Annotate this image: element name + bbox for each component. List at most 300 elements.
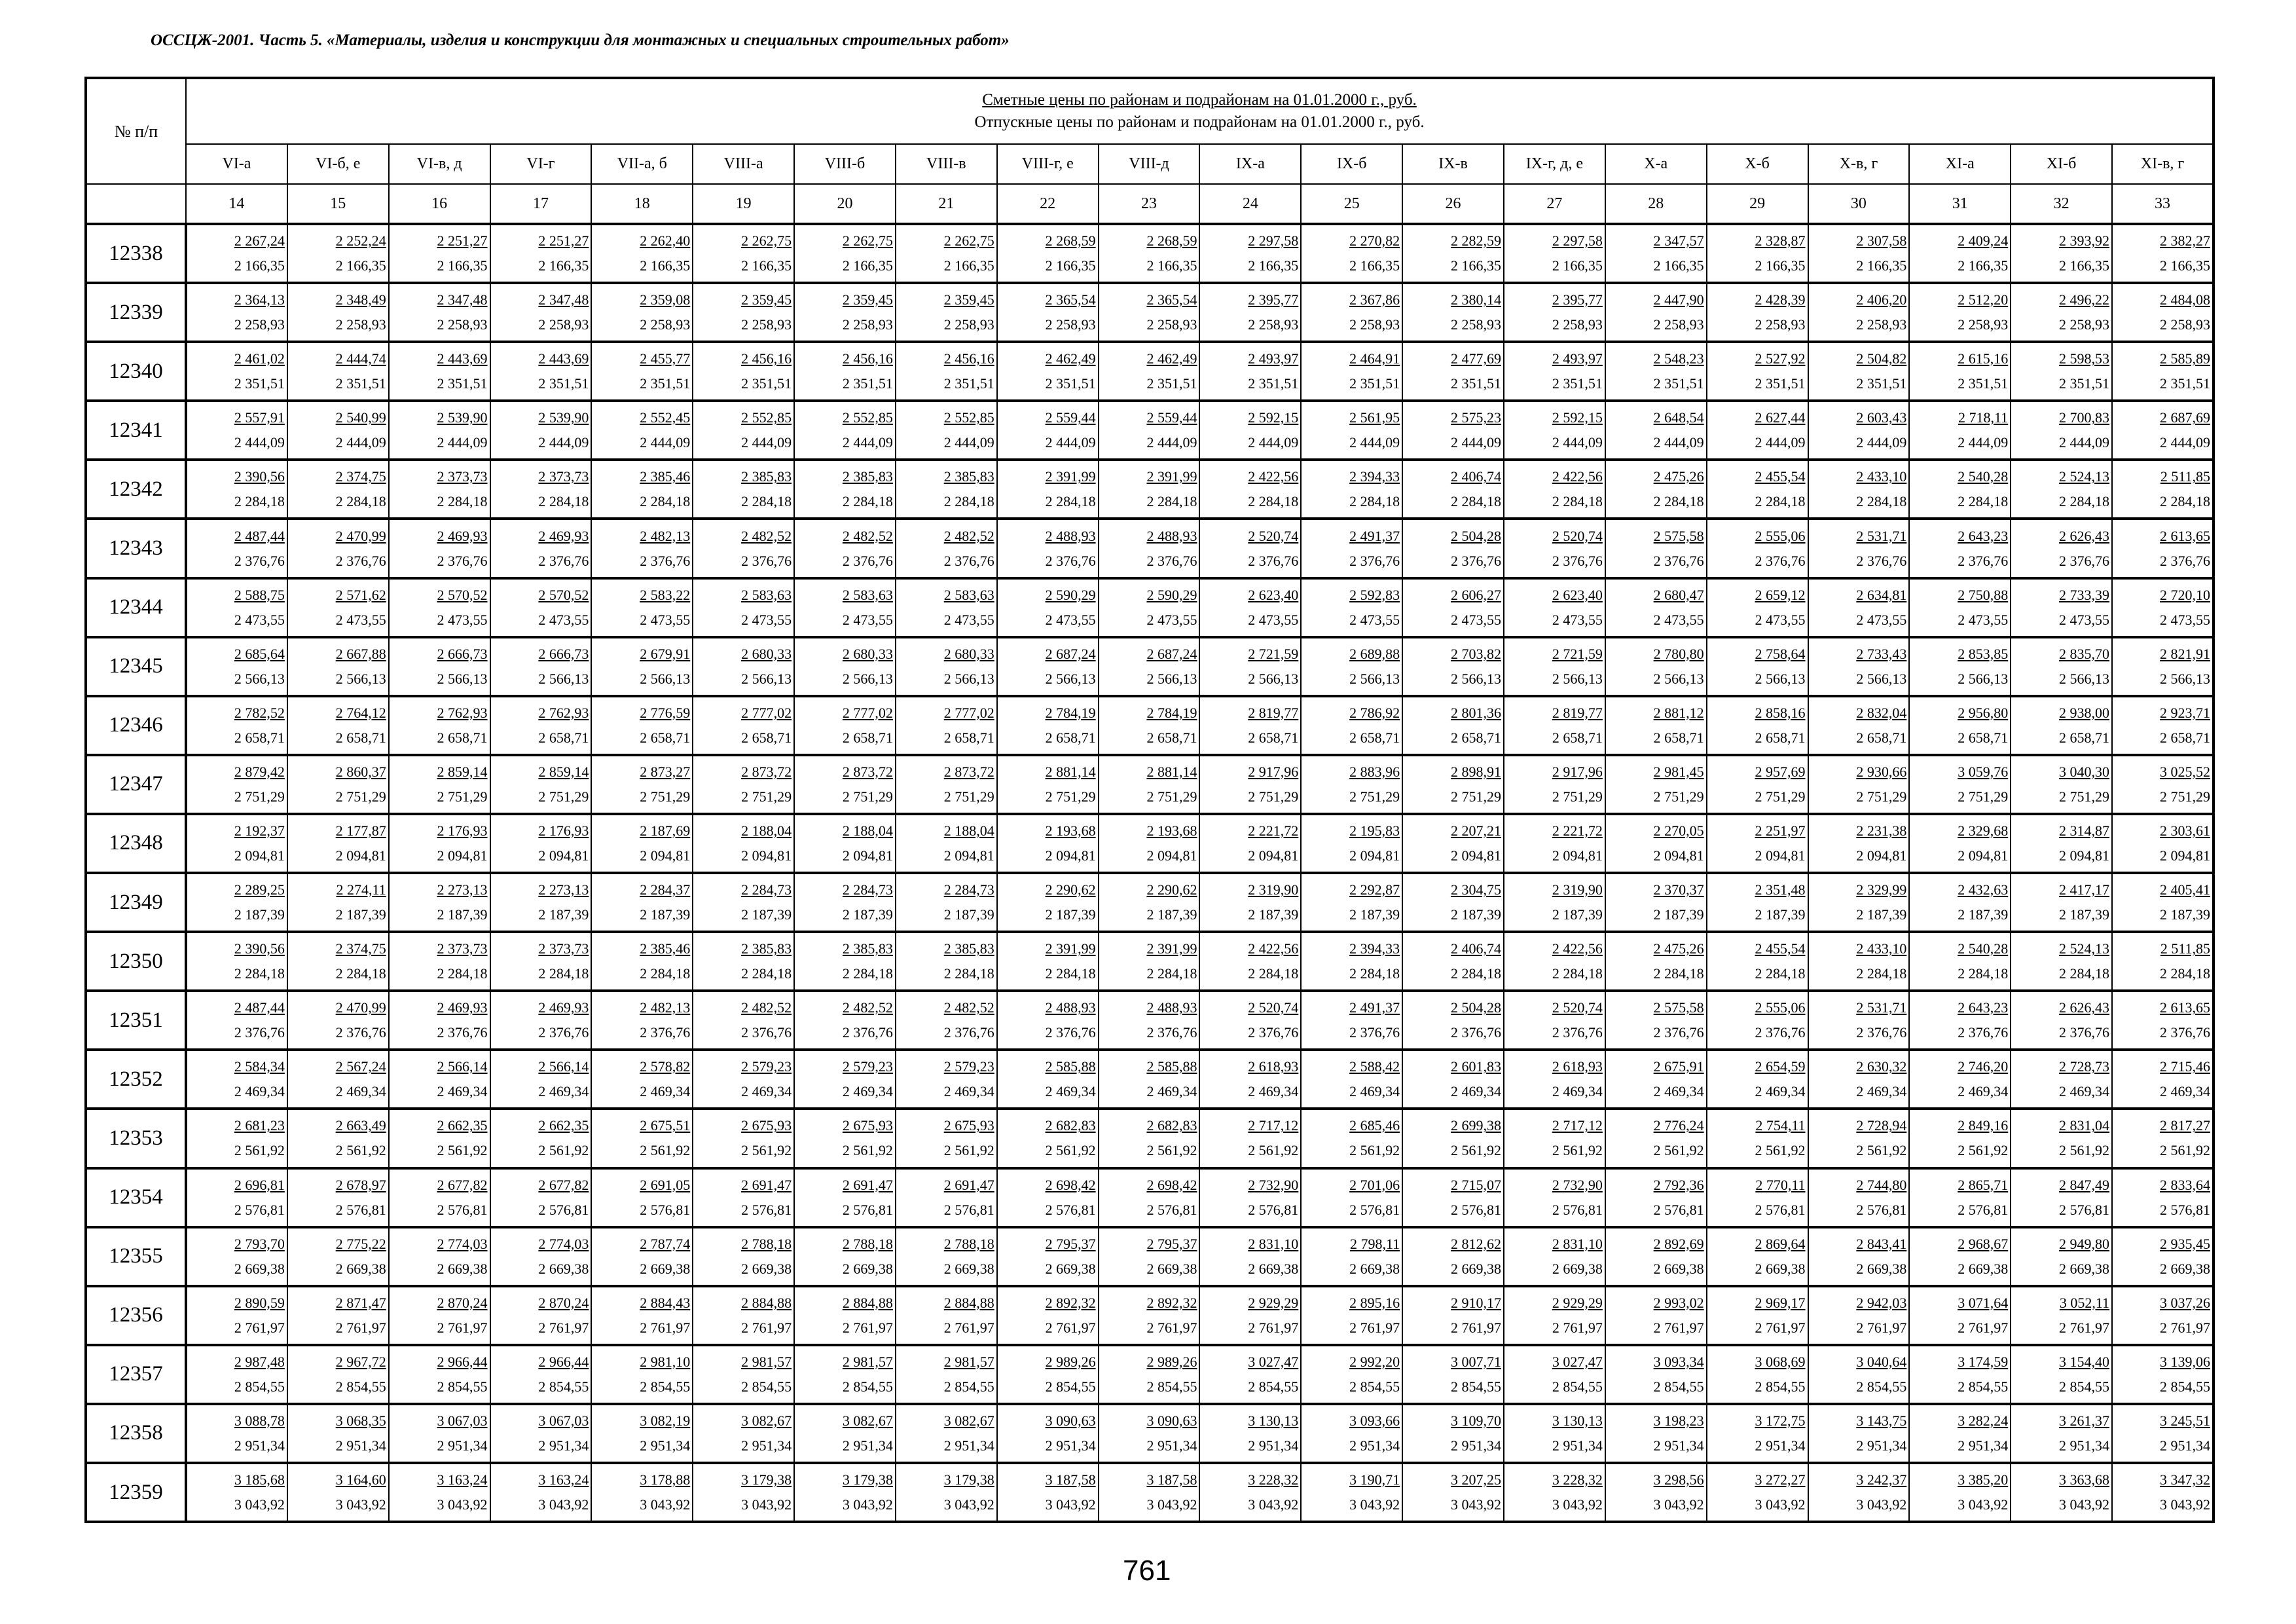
price-cell [1707,1050,1808,1109]
estimated-price: 2 575,58 [1653,527,1704,544]
release-price: 2 854,55 [1248,1378,1299,1395]
price-cell [1099,814,1200,873]
release-price: 2 951,34 [1552,1437,1603,1454]
release-price: 2 473,55 [640,611,691,628]
price-cell [287,1109,389,1168]
estimated-price: 2 873,27 [640,763,691,780]
release-price: 2 166,35 [640,257,691,274]
estimated-price: 2 385,46 [640,468,691,485]
estimated-price: 2 364,13 [234,291,285,308]
estimated-price: 2 691,47 [943,1176,994,1193]
price-cell [1707,1286,1808,1345]
price-cell [1707,637,1808,696]
price-cell [1199,1463,1301,1522]
region-header: VI-в, д [389,144,490,184]
price-cell [490,342,592,401]
release-price: 2 658,71 [1856,729,1907,746]
estimated-price: 2 776,24 [1653,1117,1704,1134]
price-cell [1301,578,1402,637]
row-number: 12341 [86,401,186,460]
release-price: 3 043,92 [1450,1496,1501,1513]
price-cell [693,1168,794,1227]
price-cell [1605,755,1707,814]
estimated-price: 2 677,82 [437,1176,488,1193]
estimated-price: 2 520,74 [1552,999,1603,1016]
estimated-price: 3 198,23 [1653,1412,1704,1429]
region-header: IX-а [1199,144,1301,184]
estimated-price: 2 559,44 [1045,409,1096,426]
estimated-price: 2 782,52 [234,704,285,721]
price-cell [490,873,592,932]
release-price: 2 258,93 [437,316,488,333]
estimated-price: 2 654,59 [1755,1058,1806,1075]
estimated-price: 2 443,69 [437,350,488,367]
release-price: 2 566,13 [1755,670,1806,687]
estimated-price: 3 040,64 [1856,1353,1907,1370]
estimated-price: 2 406,74 [1450,468,1501,485]
price-cell [1099,1168,1200,1227]
price-cell [1504,283,1605,342]
release-price: 2 376,76 [1146,552,1197,569]
release-price: 2 187,39 [2059,906,2110,923]
price-cell [693,519,794,578]
release-price: 2 473,55 [1958,611,2009,628]
price-cell [693,637,794,696]
release-price: 2 258,93 [1856,316,1907,333]
price-cell [389,224,490,283]
estimated-price: 2 884,88 [943,1294,994,1311]
estimated-price: 2 883,96 [1349,763,1400,780]
price-cell [1099,1050,1200,1109]
release-price: 2 658,71 [943,729,994,746]
estimated-price: 2 873,72 [842,763,893,780]
release-price: 2 166,35 [1045,257,1096,274]
release-price: 2 658,71 [1146,729,1197,746]
region-header: VI-б, е [287,144,389,184]
release-price: 2 761,97 [2059,1319,2110,1336]
release-price: 2 284,18 [640,493,691,510]
estimated-price: 2 470,99 [335,527,386,544]
row-number: 12343 [86,519,186,578]
estimated-price: 2 221,72 [1248,822,1299,839]
estimated-price: 2 433,10 [1856,468,1907,485]
price-cell [1504,224,1605,283]
estimated-price: 2 567,24 [335,1058,386,1075]
price-cell [1099,401,1200,460]
estimated-price: 2 231,38 [1856,822,1907,839]
release-price: 2 761,97 [2160,1319,2211,1336]
price-cell [1301,696,1402,755]
price-cell [591,519,693,578]
release-price: 3 043,92 [640,1496,691,1513]
estimated-price: 3 059,76 [1958,763,2009,780]
release-price: 2 566,13 [1856,670,1907,687]
price-cell [287,519,389,578]
table-row [86,1168,2214,1227]
estimated-price: 2 764,12 [335,704,386,721]
release-price: 2 951,34 [2059,1437,2110,1454]
estimated-price: 2 853,85 [1958,645,2009,662]
price-cell [2112,1109,2214,1168]
release-price: 2 761,97 [437,1319,488,1336]
release-price: 2 658,71 [437,729,488,746]
price-cell [2011,1227,2112,1286]
estimated-price: 2 570,52 [437,586,488,603]
release-price: 2 469,34 [1552,1083,1603,1100]
release-price: 2 561,92 [538,1142,589,1159]
estimated-price: 2 720,10 [2160,586,2211,603]
price-cell [1808,224,1910,283]
release-price: 2 258,93 [842,316,893,333]
column-index: 18 [591,184,693,224]
release-price: 2 284,18 [335,493,386,510]
release-price: 2 187,39 [2160,906,2211,923]
price-cell [794,1404,896,1463]
estimated-price: 2 793,70 [234,1235,285,1252]
release-price: 2 376,76 [2160,1024,2211,1041]
estimated-price: 2 520,74 [1552,527,1603,544]
price-cell [1199,224,1301,283]
row-number: 12342 [86,460,186,519]
price-cell [1301,637,1402,696]
release-price: 2 376,76 [335,552,386,569]
release-price: 2 258,93 [2059,316,2110,333]
release-price: 2 376,76 [1653,1024,1704,1041]
release-price: 2 751,29 [437,788,488,805]
release-price: 2 166,35 [234,257,285,274]
estimated-price: 2 347,57 [1653,232,1704,249]
price-cell [693,1050,794,1109]
release-price: 2 284,18 [1755,965,1806,982]
release-price: 2 658,71 [1653,729,1704,746]
price-cell [1301,401,1402,460]
price-cell [693,991,794,1050]
release-price: 2 566,13 [1248,670,1299,687]
estimated-price: 2 792,36 [1653,1176,1704,1193]
estimated-price: 2 461,02 [234,350,285,367]
release-price: 2 658,71 [2059,729,2110,746]
release-price: 2 094,81 [1045,847,1096,864]
estimated-price: 2 762,93 [538,704,589,721]
estimated-price: 3 154,40 [2059,1353,2110,1370]
estimated-price: 2 385,83 [741,940,792,957]
release-price: 2 576,81 [1653,1201,1704,1218]
release-price: 2 576,81 [1146,1201,1197,1218]
table-row [86,224,2214,283]
release-price: 2 284,18 [640,965,691,982]
release-price: 2 258,93 [1146,316,1197,333]
price-cell [1504,814,1605,873]
estimated-price: 2 843,41 [1856,1235,1907,1252]
estimated-price: 2 475,26 [1653,940,1704,957]
estimated-price: 2 284,73 [842,881,893,898]
release-price: 2 751,29 [741,788,792,805]
price-cell [1402,696,1504,755]
region-header: VIII-б [794,144,896,184]
release-price: 2 561,92 [1552,1142,1603,1159]
estimated-price: 2 892,32 [1045,1294,1096,1311]
estimated-price: 2 795,37 [1045,1235,1096,1252]
price-cell [2112,519,2214,578]
estimated-price: 2 406,20 [1856,291,1907,308]
price-cell [1199,1109,1301,1168]
estimated-price: 2 455,77 [640,350,691,367]
table-row [86,932,2214,991]
price-cell [186,519,287,578]
price-cell [591,224,693,283]
price-cell [1909,1227,2011,1286]
release-price: 2 669,38 [234,1260,285,1277]
price-cell [794,224,896,283]
estimated-price: 2 966,44 [437,1353,488,1370]
release-price: 2 187,39 [538,906,589,923]
price-cell [794,519,896,578]
release-price: 2 351,51 [335,375,386,392]
estimated-price: 2 488,93 [1045,527,1096,544]
price-cell [1199,401,1301,460]
release-price: 2 469,34 [1653,1083,1704,1100]
estimated-price: 2 774,03 [538,1235,589,1252]
estimated-price: 3 068,69 [1755,1353,1806,1370]
estimated-price: 2 687,69 [2160,409,2211,426]
estimated-price: 3 090,63 [1146,1412,1197,1429]
price-cell [186,401,287,460]
release-price: 2 444,09 [1248,434,1299,451]
estimated-price: 2 833,64 [2160,1176,2211,1193]
price-cell [997,342,1099,401]
estimated-price: 2 504,28 [1450,527,1501,544]
estimated-price: 3 178,88 [640,1471,691,1488]
release-price: 2 351,51 [1856,375,1907,392]
price-cell [1707,578,1808,637]
price-cell [1301,342,1402,401]
estimated-price: 2 487,44 [234,999,285,1016]
estimated-price: 2 282,59 [1450,232,1501,249]
price-cell [1605,637,1707,696]
estimated-price: 2 351,48 [1755,881,1806,898]
estimated-price: 2 268,59 [1146,232,1197,249]
release-price: 2 854,55 [335,1378,386,1395]
price-cell [1909,342,2011,401]
price-cell [997,401,1099,460]
column-index-row [86,184,2214,224]
price-cell [1504,1345,1605,1404]
row-number: 12356 [86,1286,186,1345]
release-price: 2 444,09 [1045,434,1096,451]
estimated-price: 2 385,46 [640,940,691,957]
row-number: 12350 [86,932,186,991]
price-cell [1099,637,1200,696]
price-cell [2112,1227,2214,1286]
release-price: 2 351,51 [1755,375,1806,392]
release-price: 2 284,18 [943,965,994,982]
price-cell [896,1345,997,1404]
estimated-price: 3 088,78 [234,1412,285,1429]
release-price: 2 854,55 [943,1378,994,1395]
release-price: 2 951,34 [1146,1437,1197,1454]
release-price: 2 166,35 [1755,257,1806,274]
estimated-price: 2 698,42 [1045,1176,1096,1193]
estimated-price: 2 456,16 [741,350,792,367]
release-price: 2 761,97 [1856,1319,1907,1336]
price-cell [896,991,997,1050]
release-price: 2 566,13 [234,670,285,687]
price-cell [896,460,997,519]
estimated-price: 2 758,64 [1755,645,1806,662]
price-cell [2011,1050,2112,1109]
estimated-price: 3 067,03 [437,1412,488,1429]
estimated-price: 2 869,64 [1755,1235,1806,1252]
price-cell [591,991,693,1050]
region-header: VIII-д [1099,144,1200,184]
table-row [86,814,2214,873]
estimated-price: 2 579,23 [943,1058,994,1075]
release-price: 2 566,13 [335,670,386,687]
release-price: 2 854,55 [842,1378,893,1395]
estimated-price: 2 552,45 [640,409,691,426]
estimated-price: 2 552,85 [842,409,893,426]
estimated-price: 2 798,11 [1349,1235,1400,1252]
release-price: 2 444,09 [1958,434,2009,451]
estimated-price: 2 821,91 [2160,645,2211,662]
release-price: 2 761,97 [1755,1319,1806,1336]
release-price: 2 669,38 [1248,1260,1299,1277]
release-price: 2 951,34 [640,1437,691,1454]
release-price: 2 094,81 [1146,847,1197,864]
price-cell [1707,224,1808,283]
price-cell [1402,932,1504,991]
estimated-price: 2 956,80 [1958,704,2009,721]
estimated-price: 2 262,75 [741,232,792,249]
release-price: 2 187,39 [1653,906,1704,923]
release-price: 2 669,38 [1755,1260,1806,1277]
release-price: 2 351,51 [741,375,792,392]
price-cell [1808,342,1910,401]
price-cell [389,1404,490,1463]
estimated-price: 2 667,88 [335,645,386,662]
estimated-price: 3 093,66 [1349,1412,1400,1429]
price-cell [186,755,287,814]
region-header: XI-б [2011,144,2112,184]
price-cell [896,1404,997,1463]
estimated-price: 2 784,19 [1146,704,1197,721]
price-cell [186,991,287,1050]
estimated-price: 2 391,99 [1146,468,1197,485]
release-price: 2 444,09 [234,434,285,451]
release-price: 2 761,97 [1248,1319,1299,1336]
release-price: 2 473,55 [335,611,386,628]
price-cell [1199,637,1301,696]
column-index: 28 [1605,184,1707,224]
release-price: 2 351,51 [234,375,285,392]
estimated-price: 3 139,06 [2160,1353,2211,1370]
estimated-price: 2 195,83 [1349,822,1400,839]
price-cell [389,1345,490,1404]
region-header: VIII-г, е [997,144,1099,184]
release-price: 3 043,92 [1552,1496,1603,1513]
estimated-price: 2 539,90 [538,409,589,426]
estimated-price: 2 422,56 [1248,468,1299,485]
estimated-price: 2 270,05 [1653,822,1704,839]
release-price: 2 473,55 [2059,611,2110,628]
release-price: 2 658,71 [1958,729,2009,746]
estimated-price: 2 930,66 [1856,763,1907,780]
price-cell [1808,1463,1910,1522]
release-price: 2 576,81 [741,1201,792,1218]
release-price: 2 094,81 [1349,847,1400,864]
price-cell [1707,814,1808,873]
release-price: 2 576,81 [335,1201,386,1218]
estimated-price: 2 780,80 [1653,645,1704,662]
release-price: 2 376,76 [1958,552,2009,569]
release-price: 3 043,92 [335,1496,386,1513]
estimated-price: 2 488,93 [1146,999,1197,1016]
estimated-price: 2 405,41 [2160,881,2211,898]
price-cell [896,1050,997,1109]
estimated-price: 2 966,44 [538,1353,589,1370]
price-cell [1707,1227,1808,1286]
estimated-price: 2 314,87 [2059,822,2110,839]
release-price: 2 469,34 [1349,1083,1400,1100]
estimated-price: 2 270,82 [1349,232,1400,249]
estimated-price: 2 524,13 [2059,468,2110,485]
estimated-price: 2 680,33 [943,645,994,662]
estimated-price: 2 251,27 [437,232,488,249]
price-cell [591,637,693,696]
estimated-price: 2 365,54 [1146,291,1197,308]
release-price: 2 094,81 [1552,847,1603,864]
estimated-price: 2 770,11 [1755,1176,1806,1193]
price-cell [997,1463,1099,1522]
price-cell [490,696,592,755]
estimated-price: 2 390,56 [234,940,285,957]
release-price: 2 258,93 [1349,316,1400,333]
estimated-price: 2 487,44 [234,527,285,544]
price-cell [591,932,693,991]
price-cell [1707,1345,1808,1404]
column-index: 20 [794,184,896,224]
price-cell [693,342,794,401]
price-cell [1909,873,2011,932]
estimated-price: 2 273,13 [538,881,589,898]
estimated-price: 2 559,44 [1146,409,1197,426]
release-price: 3 043,92 [234,1496,285,1513]
release-price: 2 187,39 [1248,906,1299,923]
estimated-price: 2 721,59 [1552,645,1603,662]
price-cell [1402,342,1504,401]
estimated-price: 2 666,73 [437,645,488,662]
release-price: 2 669,38 [2160,1260,2211,1277]
estimated-price: 3 245,51 [2160,1412,2211,1429]
estimated-price: 2 187,69 [640,822,691,839]
price-cell [2011,1345,2112,1404]
column-index: 14 [186,184,287,224]
price-cell [1199,932,1301,991]
release-price: 2 669,38 [538,1260,589,1277]
row-number: 12359 [86,1463,186,1522]
release-price: 2 951,34 [437,1437,488,1454]
release-price: 2 258,93 [538,316,589,333]
estimated-price: 2 659,12 [1755,586,1806,603]
price-cell [1199,283,1301,342]
estimated-price: 2 860,37 [335,763,386,780]
estimated-price: 2 555,06 [1755,527,1806,544]
price-cell [794,1168,896,1227]
price-cell [1605,283,1707,342]
release-price: 2 854,55 [1755,1378,1806,1395]
table-row [86,1286,2214,1345]
price-cell [794,1286,896,1345]
